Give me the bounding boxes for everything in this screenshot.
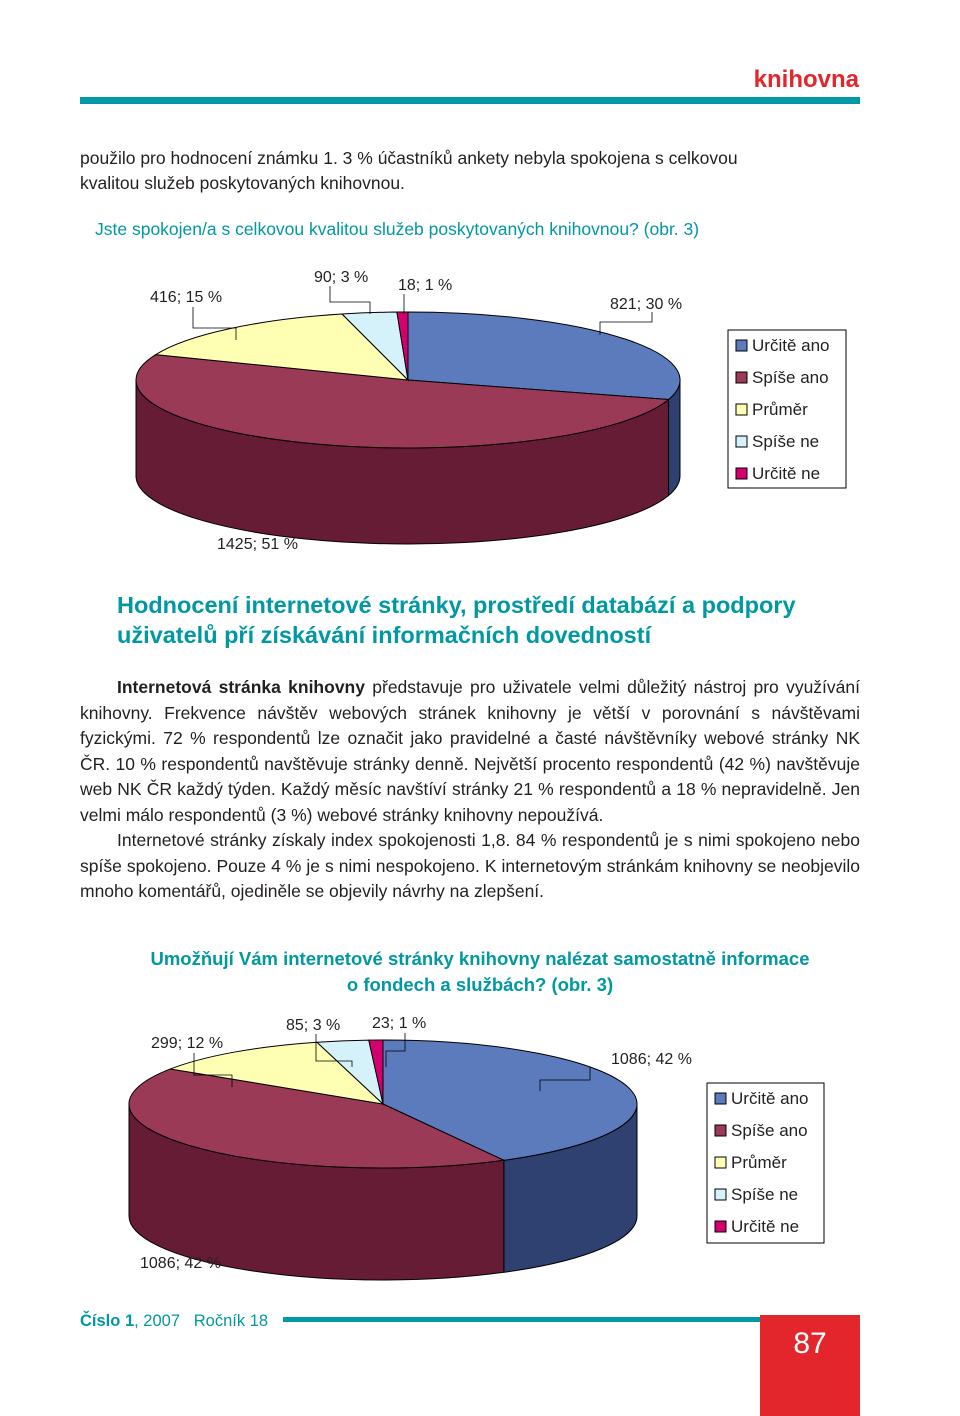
body-paragraph-1: [80, 675, 860, 828]
pie-data-label: 416; 15 %: [150, 289, 223, 306]
legend-label: Spíše ne: [731, 1185, 799, 1204]
body-paragraph-1-text: představuje pro uživatele velmi důležitý nástroj pro využívání knihovny. Frekvence návštěv webových stránek knihovny je větší v porovnání s návštěvami fyzickými. 72 % respondentů lze označit jako pravidelné a časté návštěvníky webové stránky NK ČR. 10 % respondentů navštěvuje stránky denně. Největší procento respondentů (42 %) navštěvuje web NK ČR každý týden. Každý měsíc navštíví stránky 21 % respondentů a 18 % nepravidelně. Jen velmi málo respondentů (3 %) webové stránky knihovny nepoužívá.: [80, 677, 860, 825]
header-rule: [80, 97, 860, 104]
footer-volume: Ročník 18: [193, 1312, 269, 1330]
pie-data-label: 90; 3 %: [314, 269, 369, 286]
chart-2: [0, 1005, 960, 1285]
legend-label: Určitě ano: [752, 336, 830, 355]
legend-swatch: [715, 1125, 726, 1136]
legend-swatch: [736, 340, 747, 351]
legend-swatch: [715, 1093, 726, 1104]
body-text: [80, 675, 860, 905]
legend-swatch: [736, 404, 747, 415]
section-heading: [117, 590, 877, 650]
legend-swatch: [736, 468, 747, 479]
pie-data-label: 299; 12 %: [151, 1035, 224, 1052]
legend-label: Spíše ano: [731, 1121, 808, 1140]
section-label: knihovna: [753, 66, 859, 93]
chart-1-title: Jste spokojen/a s celkovou kvalitou služeb poskytovaných knihovnou? (obr. 3): [95, 219, 700, 239]
pie-data-label: 85; 3 %: [286, 1017, 341, 1034]
legend-label: Spíše ano: [752, 368, 829, 387]
legend-label: Určitě ne: [731, 1217, 800, 1236]
intro-paragraph: [80, 146, 862, 196]
footer-issue: [80, 1312, 268, 1331]
pie-data-label: 1425; 51 %: [217, 536, 298, 553]
legend-label: Určitě ne: [752, 464, 821, 483]
intro-line-1: použilo pro hodnocení známku 1. 3 % účastníků ankety nebyla spokojena s celkovou: [80, 148, 738, 168]
pie-leader-line: [330, 286, 370, 314]
pie-data-label: 23; 1 %: [372, 1015, 427, 1032]
pie-data-label: 1086; 42 %: [611, 1051, 692, 1068]
legend-swatch: [715, 1221, 726, 1232]
legend-label: Průměr: [731, 1153, 787, 1172]
chart-1: [0, 250, 960, 560]
body-paragraph-1-lead: Internetová stránka knihovny: [117, 677, 365, 697]
section-heading-line-1: Hodnocení internetové stránky, prostředí databází a podpory: [117, 592, 796, 618]
legend-label: Určitě ano: [731, 1089, 809, 1108]
pie-data-label: 18; 1 %: [398, 277, 453, 294]
legend-label: Spíše ne: [752, 432, 820, 451]
intro-line-2: kvalitou služeb poskytovaných knihovnou.: [80, 173, 405, 193]
legend-swatch: [736, 436, 747, 447]
footer-year: , 2007: [134, 1312, 180, 1330]
legend-label: Průměr: [752, 400, 808, 419]
page-number: 87: [793, 1327, 827, 1360]
chart-2-title-line-1: Umožňují Vám internetové stránky knihovny nalézat samostatně informace: [150, 948, 810, 969]
legend-swatch: [715, 1157, 726, 1168]
pie-data-label: 1086; 42 %: [140, 1255, 221, 1272]
chart-2-title: [80, 946, 880, 998]
body-paragraph-2: Internetové stránky získaly index spokojenosti 1,8. 84 % respondentů je s nimi spokojeno nebo spíše spokojeno. Pouze 4 % je s nimi nespokojeno. K internetovým stránkám knihovny se neobjevilo mnoho komentářů, ojediněle se objevily návrhy na zlepšení.: [80, 830, 860, 901]
pie-data-label: 821; 30 %: [610, 296, 683, 313]
pie-leader-line: [600, 312, 652, 335]
footer-issue-number: 1: [124, 1312, 135, 1330]
legend-swatch: [736, 372, 747, 383]
footer-rule: [283, 1317, 760, 1322]
section-heading-line-2: uživatelů pří získávání informačních dovedností: [117, 622, 652, 648]
legend-swatch: [715, 1189, 726, 1200]
footer-issue-label: Číslo: [80, 1312, 121, 1330]
chart-2-title-line-2: o fondech a službách? (obr. 3): [346, 974, 614, 995]
